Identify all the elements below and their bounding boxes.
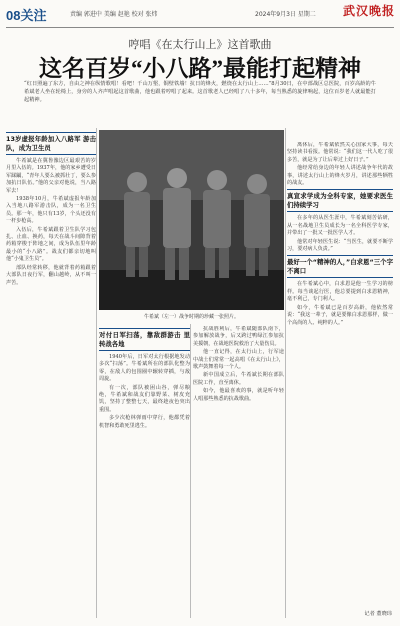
column-divider [190, 324, 191, 618]
headline: 这名百岁“小八路”最能打起精神 [39, 56, 361, 81]
kicker-line: 哼唱《在太行山上》这首歌曲 [128, 38, 272, 51]
subheading: 对付日军扫荡，靠敌群游击 里转战各地 [99, 331, 190, 348]
body-paragraph: 牛希斌是在冀鲁豫边区最艰苦的岁月里入伍的。1937年，他的家乡遭受日军蹂躏，“青年人要么被抓壮丁，要么参加抗日队伍。”他的父亲对他说，当八路军去！ [6, 158, 96, 194]
editor-credits: 责编 郭进中 美编 赵艳 校对 张炜 [70, 11, 158, 18]
body-paragraph: 新中国成立后，牛希斌长期在部队医院工作，直至离休。 [193, 372, 284, 386]
body-paragraph: 他常对年轻医生说：“当医生，就要不断学习，要对病人负责。” [287, 238, 393, 253]
page-header [0, 0, 400, 30]
issue-date: 2024年9月3日 星期二 [255, 11, 316, 18]
subheading: 真宣求学成为全科专家，她要求医生们持续学习 [287, 192, 393, 209]
subheading-box [287, 189, 393, 212]
newspaper-masthead: 武汉晚报 [343, 4, 396, 18]
body-paragraph: 如今，他最喜欢的事，就是听年轻人唱那些熟悉的抗战歌曲。 [193, 388, 284, 402]
body-paragraph: 入伍后，牛希斌跟着卫生队学习包扎、止血、换药，每天在战斗间隙背着药箱穿梭于阵地之间，成为队伍里年龄最小的“小八路”。战友们都亲切地叫他“小鬼卫生员”。 [6, 226, 96, 263]
body-paragraph: 他一直记得，在太行山上，行军途中战士们常常一起高唱《在太行山上》，歌声鼓舞着每一个人。 [193, 349, 284, 371]
body-paragraph: 他经常给身边的年轻人讲述战争年代的故事，讲述太行山上的烽火岁月，讲述那些牺牲的战友。 [287, 165, 393, 187]
subheading: 13岁虚报年龄加入八路军 游击队，成为卫生员 [6, 135, 96, 152]
subheading-box [6, 132, 96, 155]
column-divider [285, 128, 286, 618]
soldiers-photo-illustration [99, 130, 284, 310]
byline: 记者 董晓玮 [364, 611, 392, 617]
header-divider [6, 27, 394, 28]
body-paragraph: 部队经常转移，他就背着药箱跟着大部队日夜行军，翻山越岭，从不叫一声苦。 [6, 264, 96, 286]
column-right [287, 142, 393, 328]
photo-caption: 牛希斌（左一）战争时期的珍藏一张照片。 [143, 314, 239, 320]
body-paragraph: 在多年的从医生涯中，牛希斌刻苦钻研，从一名战地卫生员成长为一名全科医学专家，并带出了一批又一批医学人才。 [287, 215, 393, 237]
subheading: 最好一个“精神的人，”白求恩“三个字不离口 [287, 258, 393, 275]
column-divider [96, 128, 97, 618]
subheading-box [287, 255, 393, 278]
body-paragraph: 多少次枪林弹雨中穿行，他都凭着机智和勇敢死里逃生。 [99, 415, 190, 429]
column-middle-2 [193, 326, 284, 404]
archive-photo [99, 130, 284, 310]
body-paragraph: 有一次，部队被困山谷，弹尽粮绝，牛希斌和战友们靠野菜、树皮充饥，坚持了整整七天，最终趁夜色突出重围。 [99, 384, 190, 413]
subheading-box [99, 328, 190, 351]
lead-paragraph: “红日照遍了东方，自由之神在纵情歌唱！看吧！千山万壑，铜壁铁墙！抗日的烽火，燃烧在太行山上……”8月30日，在中部战区总医院，百岁高龄的牛希斌老人坐在轮椅上，身旁的人齐声唱起这首歌曲，他也跟着哼唱了起来。这首歌老人已经唱了八十多年，每当熟悉的旋律响起，这位百岁老人就最能打起精神。 [24, 81, 376, 103]
body-paragraph: 抗战胜利后，牛希斌随部队南下，参加解放战争，后又跨过鸭绿江参加抗美援朝，在战地医院救治了大量伤员。 [193, 326, 284, 347]
body-paragraph: 离休后，牛希斌依然关心国家大事，每天坚持读书看报。他常说：“我们这一代人吃了很多苦，就是为了让后辈过上好日子。” [287, 142, 393, 163]
section-number: 08关注 [6, 8, 47, 23]
body-paragraph: 在牛希斌心中，白求恩是他一生学习的榜样。每当谈起行医，他总要提到白求恩精神，毫不利己，专门利人。 [287, 281, 393, 303]
column-left [6, 130, 96, 288]
body-paragraph: 如今，牛希斌已是百岁高龄，他依然常说：“我这一辈子，就是要像白求恩那样，做一个高尚的人、纯粹的人。” [287, 304, 393, 326]
column-middle-1 [99, 326, 190, 431]
body-paragraph: 1938年10月，牛希斌虚报年龄加入当地八路军游击队，成为一名卫生员。那一年，他只有13岁，个头还没有一杆步枪高。 [6, 196, 96, 225]
body-paragraph: 1940年后，日军对太行根据地发动多次“扫荡”。牛希斌所在的部队化整为零，在敌人的包围圈中辗转穿插，与敌周旋。 [99, 354, 190, 383]
